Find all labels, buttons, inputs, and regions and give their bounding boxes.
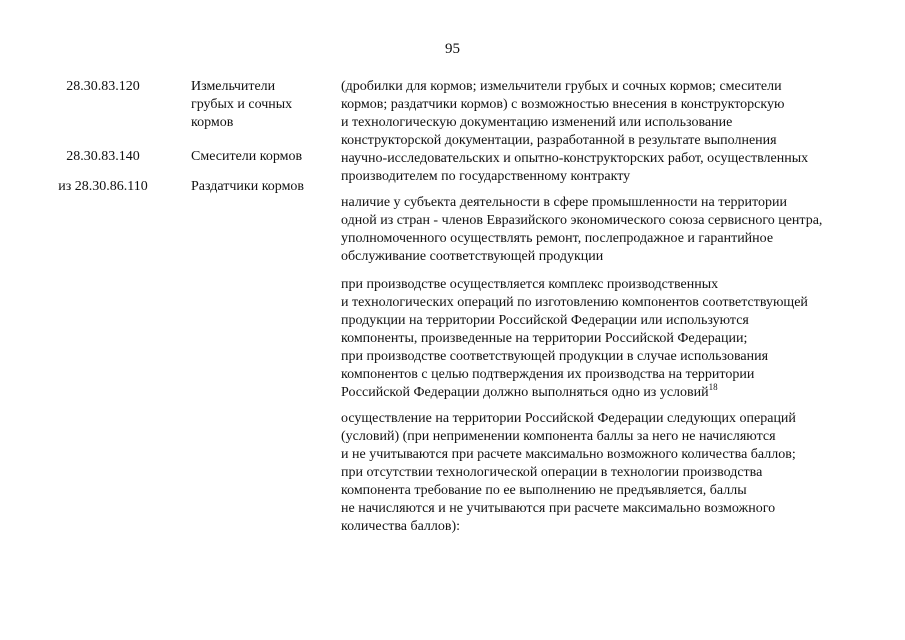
requirement-line: при производстве осуществляется комплекс производственных [341,277,719,292]
product-name-line: Смесители кормов [191,149,303,164]
footnote-reference: 18 [708,382,718,392]
requirement-line: и не учитываются при расчете максимально возможного количества баллов; [341,447,796,462]
okpd2-code: 28.30.83.120 [66,79,140,94]
requirement-line: и технологических операций по изготовлению компонентов соответствующей [341,295,808,310]
okpd2-code: из 28.30.86.110 [58,179,148,194]
requirement-line: компонентов с целью подтверждения их производства на территории [341,367,755,382]
requirement-line: при производстве соответствующей продукции в случае использования [341,349,769,364]
requirement-line: осуществление на территории Российской Федерации следующих операций [341,411,796,426]
requirement-line: одной из стран - членов Евразийского экономического союза сервисного центра, [341,213,823,228]
requirement-line: наличие у субъекта деятельности в сфере промышленности на территории [341,195,787,210]
requirement-line: научно-исследовательских и опытно-конструкторских работ, осуществленных [341,151,809,166]
requirement-paragraph [341,78,881,186]
requirement-line: производителем по государственному контракту [341,169,631,184]
requirement-line: при отсутствии технологической операции в технологии производства [341,465,763,480]
okpd2-code: 28.30.83.140 [66,149,140,164]
requirement-line [341,384,881,402]
requirement-paragraph [341,276,881,402]
product-name-line: грубых и сочных [191,97,293,112]
requirement-line: обслуживание соответствующей продукции [341,249,604,264]
requirement-line: компонента требование по ее выполнению не предъявляется, баллы [341,483,747,498]
requirement-line: компоненты, произведенные на территории Российской Федерации; [341,331,748,346]
requirement-line-text: Российской Федерации должно выполняться одно из условий [341,385,709,400]
page-number: 95 [445,41,460,57]
requirement-line: не начисляются и не учитываются при расчете максимально возможного [341,501,776,516]
product-name-line: кормов [191,115,234,130]
product-name-line: Измельчители [191,79,276,94]
requirement-line: кормов; раздатчики кормов) с возможностью внесения в конструкторскую [341,97,785,112]
requirement-paragraph [341,194,881,266]
requirement-line: и технологическую документацию изменений или использование [341,115,733,130]
requirement-line: (дробилки для кормов; измельчители грубых и сочных кормов; смесители [341,79,782,94]
product-name [191,78,331,132]
product-name [191,178,331,196]
requirement-line: продукции на территории Российской Федерации или используются [341,313,749,328]
requirement-line: конструкторской документации, разработанной в результате выполнения [341,133,777,148]
product-name [191,148,331,166]
requirement-line: (условий) (при неприменении компонента баллы за него не начисляются [341,429,776,444]
requirement-line: уполномоченного осуществлять ремонт, послепродажное и гарантийное [341,231,774,246]
product-name-line: Раздатчики кормов [191,179,305,194]
requirement-line: количества баллов): [341,519,461,534]
requirement-paragraph [341,410,881,536]
